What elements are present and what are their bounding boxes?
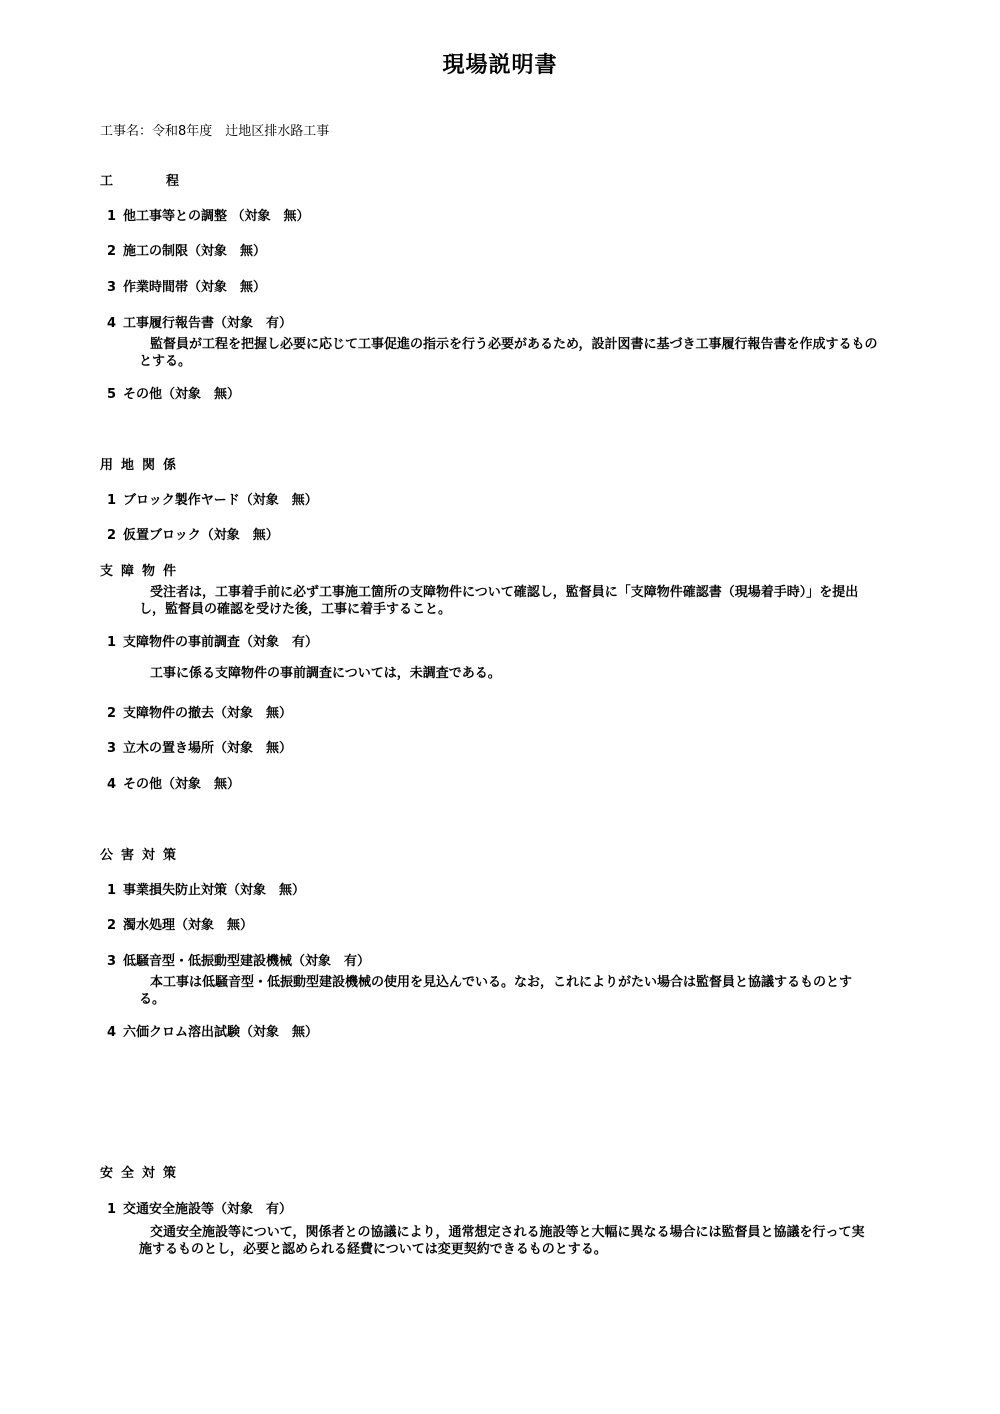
item-label: 濁水処理（対象 無） — [123, 918, 254, 933]
list-item — [107, 773, 240, 792]
item-note: 工事に係る支障物件の事前調査については，未調査である。 — [150, 666, 501, 681]
item-label: ブロック製作ヤード（対象 無） — [123, 493, 318, 508]
item-note: 本工事は低騒音型・低振動型建設機械の使用を見込んでいる。なお，これによりがたい場合は監督員と協議するものとする。 — [139, 975, 853, 1007]
item-label: 低騒音型・低振動型建設機械（対象 有） — [123, 954, 371, 969]
list-item — [107, 1198, 292, 1217]
item-label: 仮置ブロック（対象 無） — [123, 528, 279, 543]
item-number: 4 — [107, 1025, 117, 1040]
item-note: 交通安全施設等について，関係者との協議により，通常想定される施設等と大幅に異なる場合には監督員と協議を行って実施するものとし，必要と認められる経費については変更契約できるものとする。 — [139, 1225, 865, 1257]
item-number: 3 — [107, 954, 117, 969]
item-number: 2 — [107, 528, 117, 543]
item-number: 1 — [107, 493, 117, 508]
item-number: 4 — [107, 777, 117, 792]
item-note: 監督員が工程を把握し必要に応じて工事促進の指示を行う必要があるため，設計図書に基づき工事履行報告書を作成するものとする。 — [139, 337, 878, 369]
item-label: 支障物件の撤去（対象 無） — [123, 706, 293, 721]
list-item — [107, 631, 318, 650]
item-number: 1 — [107, 635, 117, 650]
item-number: 1 — [107, 209, 117, 224]
list-item — [107, 1021, 318, 1040]
item-number: 2 — [107, 918, 117, 933]
item-label: 他工事等との調整 （対象 無） — [123, 209, 310, 224]
item-number: 2 — [107, 706, 117, 721]
document-title: 現場説明書 — [442, 53, 558, 78]
item-label: その他（対象 無） — [123, 387, 241, 402]
section-heading-pollution: 公害対策 — [100, 848, 185, 863]
section-heading-safety: 安全対策 — [100, 1166, 185, 1181]
list-item — [107, 702, 292, 721]
item-label: 交通安全施設等（対象 有） — [123, 1202, 293, 1217]
item-label: その他（対象 無） — [123, 777, 241, 792]
item-number: 4 — [107, 316, 117, 331]
work-name: 工事名：令和8年度 辻地区排水路工事 — [100, 124, 330, 139]
item-label: 支障物件の事前調査（対象 有） — [123, 635, 319, 650]
list-item — [107, 879, 305, 898]
item-number: 3 — [107, 280, 117, 295]
list-item — [107, 383, 240, 402]
list-item — [107, 240, 266, 259]
item-number: 2 — [107, 244, 117, 259]
item-number: 1 — [107, 883, 117, 898]
list-item — [107, 524, 279, 543]
list-item — [107, 205, 310, 224]
list-item — [107, 737, 292, 756]
list-item — [107, 914, 253, 933]
section-heading-schedule: 工 程 — [100, 174, 200, 189]
list-item — [107, 312, 292, 331]
item-label: 施工の制限（対象 無） — [123, 244, 267, 259]
list-item — [107, 950, 370, 969]
list-item — [107, 489, 318, 508]
item-label: 六価クロム溶出試験（対象 無） — [123, 1025, 319, 1040]
item-label: 工事履行報告書（対象 有） — [123, 316, 293, 331]
item-number: 3 — [107, 741, 117, 756]
item-label: 立木の置き場所（対象 無） — [123, 741, 293, 756]
section-heading-obstacles: 支障物件 — [100, 564, 185, 579]
item-number: 1 — [107, 1202, 117, 1217]
item-label: 作業時間帯（対象 無） — [123, 280, 267, 295]
item-number: 5 — [107, 387, 117, 402]
section-intro: 受注者は，工事着手前に必ず工事施工箇所の支障物件について確認し，監督員に「支障物件確認書（現場着手時）」を提出し，監督員の確認を受けた後，工事に着手すること。 — [139, 585, 859, 617]
item-label: 事業損失防止対策（対象 無） — [123, 883, 306, 898]
list-item — [107, 276, 266, 295]
section-heading-land: 用地関係 — [100, 458, 185, 473]
